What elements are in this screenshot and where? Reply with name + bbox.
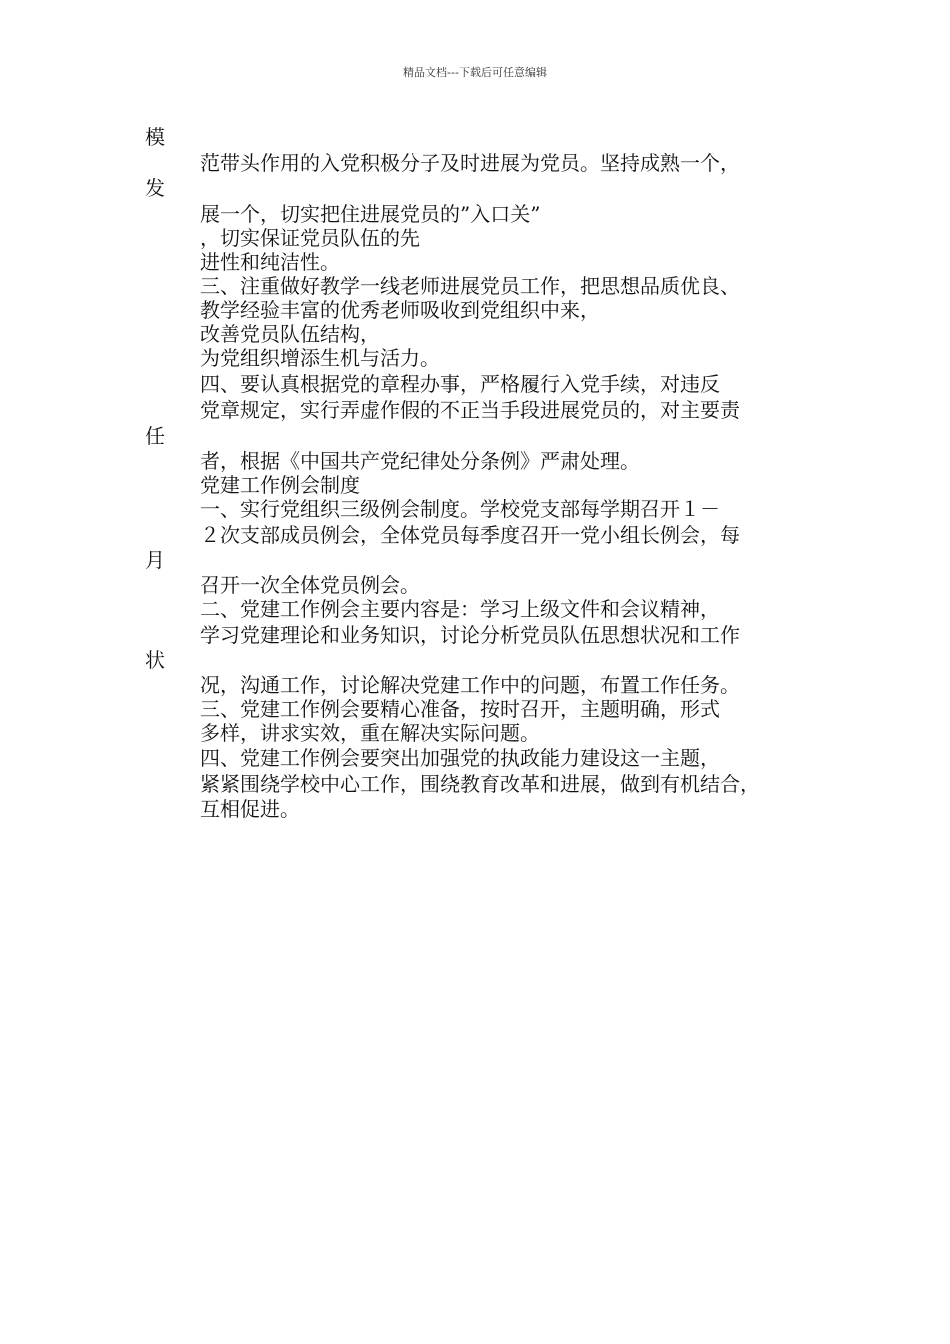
margin-char-mo: 模: [145, 125, 165, 149]
text-line: ，切实保证党员队伍的先: [200, 226, 420, 250]
page-header: 精品文档---下载后可任意编辑: [403, 66, 547, 79]
text-line: 四、要认真根据党的章程办事，严格履行入党手续，对违反: [200, 372, 720, 396]
text-line: 紧紧围绕学校中心工作，围绕教育改革和进展，做到有机结合，: [200, 772, 760, 796]
text-line: 三、党建工作例会要精心准备，按时召开，主题明确，形式: [200, 697, 720, 721]
text-line: ２次支部成员例会，全体党员每季度召开一党小组长例会，每: [200, 523, 740, 547]
section-heading: 党建工作例会制度: [200, 473, 360, 497]
text-line: 党章规定，实行弄虚作假的不正当手段进展党员的，对主要责: [200, 398, 740, 422]
text-line: 者，根据《中国共产党纪律处分条例》严肃处理。: [200, 449, 640, 473]
text-line: 一、实行党组织三级例会制度。学校党支部每学期召开１－: [200, 497, 720, 521]
text-line: 召开一次全体党员例会。: [200, 573, 420, 597]
text-line: 展一个，切实把住进展党员的”入口关”: [200, 202, 541, 226]
margin-char-ren: 任: [145, 424, 165, 448]
text-line: 教学经验丰富的优秀老师吸收到党组织中来，: [200, 298, 600, 322]
text-line: 改善党员队伍结构，: [200, 322, 380, 346]
margin-char-zhuang: 状: [145, 648, 165, 672]
text-line: 互相促进。: [200, 797, 300, 821]
text-line: 进性和纯洁性。: [200, 250, 340, 274]
margin-char-fa: 发: [145, 176, 165, 200]
text-line: 学习党建理论和业务知识，讨论分析党员队伍思想状况和工作: [200, 623, 740, 647]
text-line: 二、党建工作例会主要内容是：学习上级文件和会议精神，: [200, 597, 720, 621]
margin-char-yue: 月: [145, 548, 165, 572]
text-line: 三、注重做好教学一线老师进展党员工作，把思想品质优良、: [200, 274, 740, 298]
text-line: 范带头作用的入党积极分子及时进展为党员。坚持成熟一个，: [200, 151, 740, 175]
text-line: 四、党建工作例会要突出加强党的执政能力建设这一主题，: [200, 746, 720, 770]
text-line: 况，沟通工作，讨论解决党建工作中的问题，布置工作任务。: [200, 673, 740, 697]
text-line: 多样，讲求实效，重在解决实际问题。: [200, 721, 540, 745]
text-line: 为党组织增添生机与活力。: [200, 346, 440, 370]
